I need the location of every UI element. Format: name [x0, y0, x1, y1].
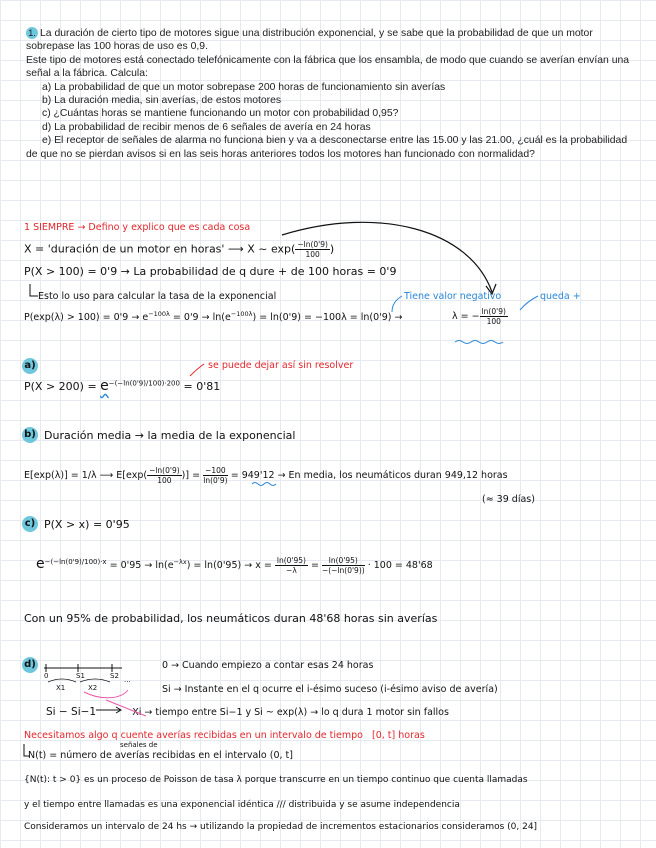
- lambda-label: λ = −: [452, 311, 480, 322]
- d-exp: y el tiempo entre llamadas es una exponencial idéntica /// distribuida y se asume independencia: [24, 800, 460, 810]
- section-c-badge: c): [22, 516, 38, 532]
- fraction-numerator: ln(0'9): [481, 307, 506, 316]
- c-eq-d: =: [310, 560, 319, 571]
- section-a-badge: a): [22, 358, 38, 374]
- fraction-numerator: −100: [205, 466, 226, 475]
- fraction-denominator: ln(0'9): [203, 476, 228, 485]
- note-a: se puede dejar así sin resolver: [208, 360, 354, 371]
- wavy-underline: [455, 341, 503, 344]
- fraction-denominator: 100: [486, 317, 501, 326]
- b-text: Duración media → la media de la exponencial: [44, 429, 296, 442]
- problem-item: d) La probabilidad de recibir menos de 6 señales de avería en 24 horas: [42, 121, 371, 133]
- b-eq-a: E[exp(λ)] = 1/λ ⟶ E[exp(: [24, 470, 148, 481]
- note-always: 1 SIEMPRE → Defino y explico que es cada cosa: [24, 222, 251, 233]
- fraction-numerator: −ln(0'9): [297, 240, 328, 249]
- red-arrow: [190, 364, 204, 376]
- d-nt: N(t) = número de averías recibidas en el intervalo (0, t]: [28, 750, 293, 761]
- note-use: Esto lo uso para calcular la tasa de la exponencial: [38, 291, 277, 302]
- fraction-numerator: −ln(0'9): [149, 466, 180, 475]
- fraction-numerator: ln(0'95): [322, 556, 365, 566]
- problem-item-e: e) El receptor de señales de alarma no funciona bien y va a desconectarse entre las 15.00 y las 21.00, ¿cuál es la probabilidad de que no se pierdan avisos si en las seis horas anteriores todos los motores han funcionado con normalidad?: [26, 135, 628, 160]
- d-zero: 0 → Cuando empiezo a contar esas 24 horas: [162, 660, 374, 671]
- c-fraction-2: [322, 556, 365, 575]
- timeline-dots: ...: [124, 676, 131, 684]
- d-need-b: [0, t] horas: [372, 730, 425, 741]
- b-days: (≈ 39 días): [482, 494, 535, 505]
- problem-intro: [26, 27, 634, 54]
- b-fraction-2: [203, 466, 228, 485]
- problem-number: 1.: [26, 27, 38, 39]
- x-definition-rate: [295, 240, 330, 259]
- exp-sup: −100λ: [148, 310, 170, 318]
- d-xi: [46, 706, 449, 718]
- d-need-a: Necesitamos algo q cuente averías recibidas en un intervalo de tiempo: [24, 730, 363, 741]
- c-sup: −λx: [173, 557, 187, 566]
- fraction-denominator: 100: [305, 250, 320, 259]
- c-fraction: [275, 556, 308, 575]
- problem-statement: [26, 27, 634, 161]
- fraction-denominator: −(−ln(0'9)): [321, 566, 365, 575]
- problem-item: b) La duración media, sin averías, de estos motores: [42, 95, 282, 107]
- problem-intro-2: Este tipo de motores está conectado telefónicamente con la fábrica que los ensambla, de modo que cuando se averían envían una señal a la fábrica. Calcula:: [26, 54, 630, 80]
- d-xi-a: Si − Si−1: [46, 706, 97, 718]
- b-eq-c: = 949'12 → En media, los neumáticos duran 949,12 horas: [230, 470, 508, 481]
- note-queda: queda +: [540, 291, 581, 302]
- d-signal: señales de: [120, 741, 158, 749]
- exp-eq-b: = 0'9 → ln(e: [172, 312, 231, 324]
- timeline-0: 0: [44, 672, 49, 680]
- fraction-denominator: −λ: [286, 566, 297, 575]
- d-si: Si → Instante en el q ocurre el i-ésimo suceso (i-ésimo aviso de avería): [162, 684, 498, 695]
- timeline-arc: [48, 679, 76, 682]
- fraction-numerator: ln(0'95): [276, 556, 306, 565]
- c-result: · 100 = 48'68: [367, 560, 433, 571]
- prob-100: P(X > 100) = 0'9 → La probabilidad de q dure + de 100 horas = 0'9: [24, 265, 397, 278]
- blue-arrow-2: [520, 296, 538, 310]
- c-e: e: [36, 556, 45, 572]
- c-eq-c: ) = ln(0'95) → x =: [186, 560, 272, 571]
- c-eq-b: = 0'95 → ln(e: [109, 560, 174, 571]
- exp-sup-2: −100λ: [230, 310, 253, 318]
- exp-eq-c: ) = ln(0'9) = −100λ = ln(0'9) →: [252, 312, 403, 324]
- d-interval: Consideramos un intervalo de 24 hs → utilizando la propiedad de incrementos estacionarios consideramos (0, 24]: [24, 822, 538, 832]
- b-eq-b: )] =: [181, 470, 201, 481]
- d-xi-b: Xi → tiempo entre Si−1 y Si ~ exp(λ) → lo q dura 1 motor sin fallos: [132, 707, 449, 718]
- note-tiene: Tiene valor negativo: [404, 291, 502, 302]
- bracket-use: [30, 284, 38, 296]
- a-equation: [24, 378, 220, 394]
- timeline-s2: S2: [110, 672, 119, 680]
- lambda-fraction: [480, 307, 508, 326]
- lambda-derivation: [24, 310, 402, 323]
- a-eq-text: P(X > 200) =: [24, 380, 97, 393]
- b-equation: [24, 466, 508, 485]
- section-d-badge: d): [22, 657, 38, 673]
- c-equation-1: P(X > x) = 0'95: [44, 518, 130, 531]
- c-conclusion: Con un 95% de probabilidad, los neumáticos duran 48'68 horas sin averías: [24, 612, 438, 625]
- section-b-badge: b): [22, 427, 38, 443]
- a-result: = 0'81: [183, 380, 221, 393]
- problem-item: a) La probabilidad de que un motor sobrepase 200 horas de funcionamiento sin averías: [42, 81, 446, 93]
- c-equation-2: [36, 556, 433, 575]
- fraction-denominator: 100: [157, 476, 172, 485]
- timeline-x1: X1: [56, 684, 66, 692]
- b-fraction: [147, 466, 182, 485]
- timeline-x2: X2: [88, 684, 98, 692]
- x-definition: X = 'duración de un motor en horas' ⟶ X ~ exp( $\frac{-\ln(0'9)}{100}$ ): [24, 240, 335, 259]
- x-definition-text: X = 'duración de un motor en horas': [24, 242, 225, 256]
- timeline-s1: S1: [76, 672, 85, 680]
- problem-intro-text: La duración de cierto tipo de motores sigue una distribución exponencial, y se sabe que la probabilidad de que un motor sobrepase las 100 horas de uso es 0,9.: [26, 28, 593, 53]
- problem-items: [42, 81, 634, 135]
- exp-eq-a: P(exp(λ) > 100) = 0'9 → e: [24, 312, 149, 324]
- problem-item: c) ¿Cuántas horas se mantiene funcionando un motor con probabilidad 0,95?: [42, 108, 399, 120]
- x-definition-dist: ⟶ X ~ exp: [227, 242, 292, 256]
- c-exponent: −(−ln(0'9)/100)·x: [44, 557, 107, 566]
- lambda-result: [452, 307, 508, 326]
- a-e: e: [100, 378, 109, 394]
- a-exponent: −(−ln(0'9)/100)·200: [108, 379, 180, 388]
- d-need: [24, 730, 425, 741]
- d-poisson: {N(t): t > 0} es un proceso de Poisson de tasa λ porque transcurre en un tiempo continuo que cuenta llamadas: [24, 775, 528, 785]
